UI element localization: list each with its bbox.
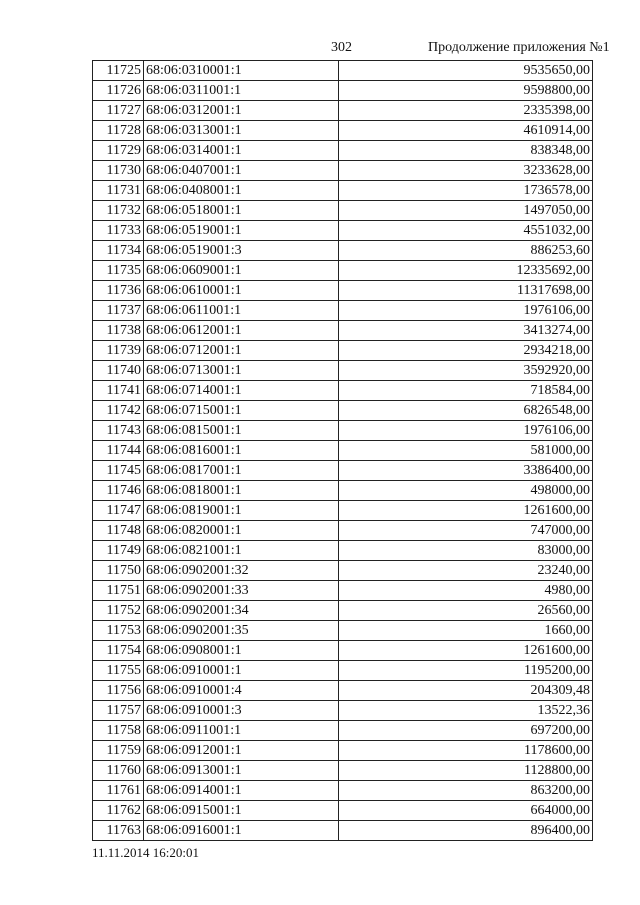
cadastral-value-cell: 1660,00 [339,621,593,641]
cadastral-value-cell: 204309,48 [339,681,593,701]
cadastral-value-cell: 1261600,00 [339,501,593,521]
row-number-cell: 11737 [93,301,144,321]
cadastral-value-cell: 863200,00 [339,781,593,801]
table-row [93,641,593,661]
row-number-cell: 11734 [93,241,144,261]
cadastral-value-cell: 896400,00 [339,821,593,841]
table-row [93,621,593,641]
table-row [93,341,593,361]
cadastral-number-cell: 68:06:0815001:1 [144,421,339,441]
row-number-cell: 11746 [93,481,144,501]
row-number-cell: 11738 [93,321,144,341]
cadastral-number-cell: 68:06:0908001:1 [144,641,339,661]
cadastral-value-cell: 581000,00 [339,441,593,461]
cadastral-number-cell: 68:06:0310001:1 [144,61,339,81]
cadastral-value-cell: 23240,00 [339,561,593,581]
table-row [93,221,593,241]
row-number-cell: 11735 [93,261,144,281]
cadastral-number-cell: 68:06:0610001:1 [144,281,339,301]
cadastral-number-cell: 68:06:0911001:1 [144,721,339,741]
table-row [93,541,593,561]
cadastral-value-cell: 1736578,00 [339,181,593,201]
row-number-cell: 11733 [93,221,144,241]
row-number-cell: 11759 [93,741,144,761]
row-number-cell: 11753 [93,621,144,641]
cadastral-value-cell: 1195200,00 [339,661,593,681]
table-row [93,81,593,101]
cadastral-number-cell: 68:06:0821001:1 [144,541,339,561]
row-number-cell: 11725 [93,61,144,81]
row-number-cell: 11727 [93,101,144,121]
table-row [93,61,593,81]
cadastral-number-cell: 68:06:0714001:1 [144,381,339,401]
cadastral-value-cell: 9598800,00 [339,81,593,101]
cadastral-value-cell: 1178600,00 [339,741,593,761]
cadastral-number-cell: 68:06:0912001:1 [144,741,339,761]
cadastral-number-cell: 68:06:0311001:1 [144,81,339,101]
row-number-cell: 11731 [93,181,144,201]
cadastral-value-cell: 2335398,00 [339,101,593,121]
table-row [93,181,593,201]
cadastral-value-cell: 718584,00 [339,381,593,401]
table-row [93,821,593,841]
row-number-cell: 11762 [93,801,144,821]
cadastral-number-cell: 68:06:0816001:1 [144,441,339,461]
cadastral-number-cell: 68:06:0518001:1 [144,201,339,221]
table-row [93,201,593,221]
table-row [93,461,593,481]
table-row [93,481,593,501]
row-number-cell: 11740 [93,361,144,381]
cadastral-value-cell: 498000,00 [339,481,593,501]
table-row [93,321,593,341]
cadastral-value-cell: 83000,00 [339,541,593,561]
cadastral-value-cell: 3413274,00 [339,321,593,341]
table-row [93,741,593,761]
table-row [93,141,593,161]
row-number-cell: 11757 [93,701,144,721]
table-body [93,61,593,841]
table-row [93,521,593,541]
cadastral-number-cell: 68:06:0914001:1 [144,781,339,801]
row-number-cell: 11763 [93,821,144,841]
cadastral-value-cell: 1261600,00 [339,641,593,661]
cadastral-number-cell: 68:06:0408001:1 [144,181,339,201]
cadastral-value-cell: 13522,36 [339,701,593,721]
cadastral-number-cell: 68:06:0817001:1 [144,461,339,481]
table-row [93,681,593,701]
cadastral-number-cell: 68:06:0820001:1 [144,521,339,541]
row-number-cell: 11741 [93,381,144,401]
cadastral-number-cell: 68:06:0916001:1 [144,821,339,841]
table-row [93,281,593,301]
page-caption: Продолжение приложения №1 [428,40,610,55]
cadastral-number-cell: 68:06:0519001:1 [144,221,339,241]
table-row [93,801,593,821]
row-number-cell: 11752 [93,601,144,621]
table-row [93,761,593,781]
table-row [93,701,593,721]
cadastral-number-cell: 68:06:0902001:34 [144,601,339,621]
cadastral-value-cell: 3386400,00 [339,461,593,481]
cadastral-number-cell: 68:06:0313001:1 [144,121,339,141]
table-row [93,301,593,321]
row-number-cell: 11756 [93,681,144,701]
row-number-cell: 11743 [93,421,144,441]
table-row [93,561,593,581]
cadastral-number-cell: 68:06:0612001:1 [144,321,339,341]
cadastral-value-cell: 6826548,00 [339,401,593,421]
row-number-cell: 11744 [93,441,144,461]
table-row [93,381,593,401]
row-number-cell: 11729 [93,141,144,161]
cadastral-value-cell: 4551032,00 [339,221,593,241]
table-row [93,441,593,461]
table-row [93,101,593,121]
table-row [93,241,593,261]
table-row [93,581,593,601]
table-row [93,361,593,381]
cadastral-value-cell: 4610914,00 [339,121,593,141]
row-number-cell: 11754 [93,641,144,661]
row-number-cell: 11760 [93,761,144,781]
row-number-cell: 11742 [93,401,144,421]
cadastral-number-cell: 68:06:0910001:1 [144,661,339,681]
cadastral-value-cell: 2934218,00 [339,341,593,361]
row-number-cell: 11758 [93,721,144,741]
cadastral-number-cell: 68:06:0712001:1 [144,341,339,361]
row-number-cell: 11747 [93,501,144,521]
row-number-cell: 11732 [93,201,144,221]
row-number-cell: 11748 [93,521,144,541]
cadastral-number-cell: 68:06:0609001:1 [144,261,339,281]
cadastral-number-cell: 68:06:0715001:1 [144,401,339,421]
cadastral-number-cell: 68:06:0713001:1 [144,361,339,381]
cadastral-number-cell: 68:06:0902001:33 [144,581,339,601]
row-number-cell: 11745 [93,461,144,481]
cadastral-value-cell: 3233628,00 [339,161,593,181]
table-row [93,721,593,741]
cadastral-number-cell: 68:06:0611001:1 [144,301,339,321]
cadastral-value-cell: 4980,00 [339,581,593,601]
cadastral-number-cell: 68:06:0314001:1 [144,141,339,161]
cadastral-value-cell: 664000,00 [339,801,593,821]
table-row [93,121,593,141]
table-row [93,501,593,521]
row-number-cell: 11751 [93,581,144,601]
cadastral-number-cell: 68:06:0913001:1 [144,761,339,781]
table-row [93,661,593,681]
row-number-cell: 11761 [93,781,144,801]
cadastral-value-cell: 12335692,00 [339,261,593,281]
cadastral-value-cell: 11317698,00 [339,281,593,301]
row-number-cell: 11736 [93,281,144,301]
table-row [93,421,593,441]
cadastral-value-cell: 838348,00 [339,141,593,161]
row-number-cell: 11749 [93,541,144,561]
cadastral-value-cell: 1976106,00 [339,421,593,441]
cadastral-number-cell: 68:06:0519001:3 [144,241,339,261]
cadastral-number-cell: 68:06:0407001:1 [144,161,339,181]
page-number: 302 [331,40,352,55]
cadastral-number-cell: 68:06:0902001:35 [144,621,339,641]
cadastral-value-cell: 26560,00 [339,601,593,621]
cadastral-value-table [92,60,593,841]
cadastral-number-cell: 68:06:0818001:1 [144,481,339,501]
print-timestamp: 11.11.2014 16:20:01 [92,845,200,860]
table-row [93,261,593,281]
cadastral-value-cell: 3592920,00 [339,361,593,381]
table-row [93,601,593,621]
row-number-cell: 11755 [93,661,144,681]
cadastral-number-cell: 68:06:0910001:4 [144,681,339,701]
table-row [93,401,593,421]
cadastral-number-cell: 68:06:0312001:1 [144,101,339,121]
cadastral-value-cell: 9535650,00 [339,61,593,81]
row-number-cell: 11730 [93,161,144,181]
cadastral-value-cell: 1128800,00 [339,761,593,781]
cadastral-number-cell: 68:06:0915001:1 [144,801,339,821]
cadastral-number-cell: 68:06:0902001:32 [144,561,339,581]
cadastral-value-cell: 886253,60 [339,241,593,261]
row-number-cell: 11739 [93,341,144,361]
row-number-cell: 11726 [93,81,144,101]
cadastral-value-cell: 1976106,00 [339,301,593,321]
cadastral-value-cell: 697200,00 [339,721,593,741]
cadastral-number-cell: 68:06:0910001:3 [144,701,339,721]
row-number-cell: 11728 [93,121,144,141]
row-number-cell: 11750 [93,561,144,581]
cadastral-value-cell: 747000,00 [339,521,593,541]
table-row [93,161,593,181]
cadastral-value-cell: 1497050,00 [339,201,593,221]
table-row [93,781,593,801]
cadastral-number-cell: 68:06:0819001:1 [144,501,339,521]
